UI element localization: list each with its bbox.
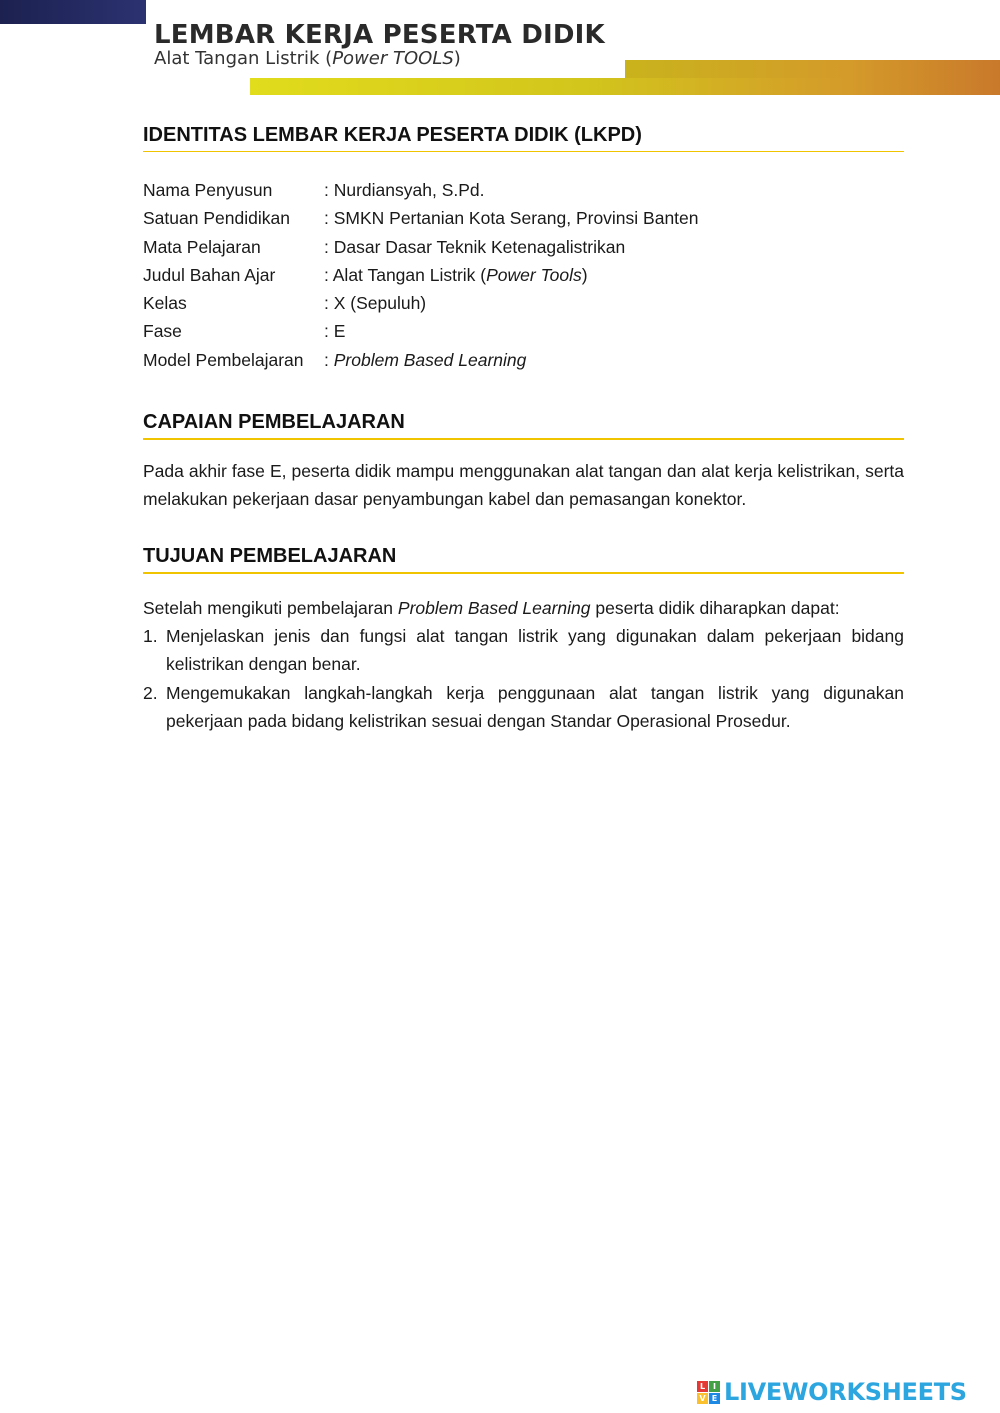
document-title: LEMBAR KERJA PESERTA DIDIK	[154, 20, 605, 50]
identity-row	[143, 176, 904, 204]
list-item-number: 2.	[143, 682, 158, 703]
logo-letter: E	[709, 1393, 720, 1404]
logo-letter: V	[697, 1393, 708, 1404]
list-item-text: Mengemukakan langkah-langkah kerja penggunaan alat tangan listrik yang digunakan pekerjaan pada bidang kelistrikan sesuai dengan Standar Operasional Prosedur.	[166, 682, 904, 731]
identity-row	[143, 346, 904, 374]
identity-row	[143, 289, 904, 317]
tujuan-list	[143, 622, 904, 735]
liveworksheets-logo-icon	[697, 1381, 720, 1404]
header-band-dark	[0, 0, 146, 24]
list-item-text: Menjelaskan jenis dan fungsi alat tangan listrik yang digunakan dalam pekerjaan bidang kelistrikan dengan benar.	[166, 625, 904, 675]
tujuan-heading: TUJUAN PEMBELAJARAN	[143, 545, 904, 574]
list-item-number: 1.	[143, 625, 158, 646]
identity-table	[143, 176, 904, 374]
list-item	[143, 622, 904, 679]
identity-value: : X (Sepuluh)	[324, 293, 427, 314]
identity-value: : E	[324, 321, 346, 342]
identity-label: Nama Penyusun	[143, 180, 273, 200]
list-item	[143, 679, 904, 736]
identity-row	[143, 233, 904, 261]
identity-label: Satuan Pendidikan	[143, 208, 290, 229]
liveworksheets-logo	[697, 1378, 967, 1406]
identity-row	[143, 317, 904, 345]
identity-label: Mata Pelajaran	[143, 236, 261, 257]
logo-letter: I	[709, 1381, 720, 1392]
identity-label: Kelas	[143, 293, 187, 314]
identity-value: : Nurdiansyah, S.Pd.	[324, 180, 485, 200]
tujuan-section	[143, 545, 904, 735]
capaian-text: Pada akhir fase E, peserta didik mampu menggunakan alat tangan dan alat kerja kelistrikan, serta melakukan pekerjaan dasar penyambungan kabel dan pemasangan konektor.	[143, 461, 904, 510]
header-band-gold-upper	[625, 60, 1000, 78]
identity-value: : SMKN Pertanian Kota Serang, Provinsi Banten	[324, 208, 699, 229]
identity-label: Judul Bahan Ajar	[143, 264, 276, 285]
header-band-gold	[250, 78, 1000, 95]
identity-value: : Dasar Dasar Teknik Ketenagalistrikan	[324, 236, 626, 257]
identity-label: Model Pembelajaran	[143, 349, 304, 370]
identity-value: : Problem Based Learning	[324, 349, 527, 370]
identitas-heading: IDENTITAS LEMBAR KERJA PESERTA DIDIK (LKPD)	[143, 124, 904, 152]
identity-value: : Alat Tangan Listrik (Power Tools)	[324, 264, 588, 285]
liveworksheets-logo-text: LIVEWORKSHEETS	[724, 1378, 967, 1406]
tujuan-intro: Setelah mengikuti pembelajaran Problem Based Learning peserta didik diharapkan dapat:	[143, 597, 840, 618]
identity-row	[143, 261, 904, 289]
identity-label: Fase	[143, 321, 182, 342]
identity-row	[143, 204, 904, 232]
document-body	[143, 124, 904, 735]
capaian-section	[143, 411, 904, 514]
capaian-heading: CAPAIAN PEMBELAJARAN	[143, 411, 904, 440]
document-subtitle: Alat Tangan Listrik (Power TOOLS)	[154, 48, 461, 69]
logo-letter: L	[697, 1381, 708, 1392]
